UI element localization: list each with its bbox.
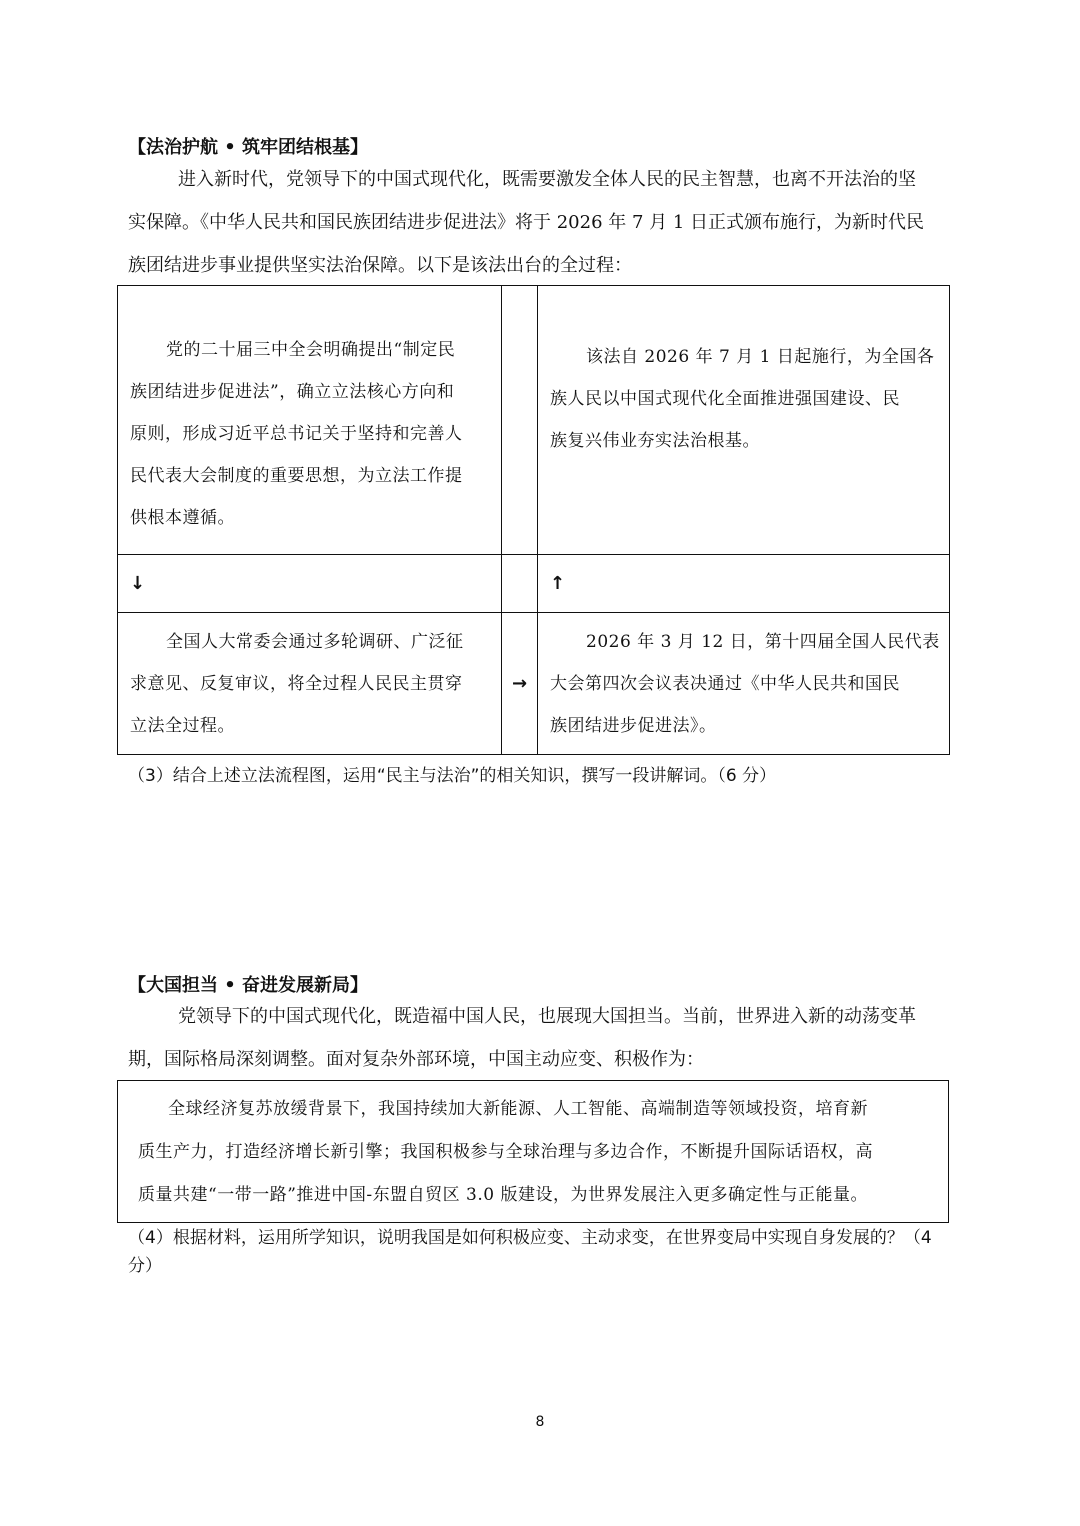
flow-spacer (502, 286, 538, 555)
page-number: 8 (535, 1414, 545, 1430)
arrow-up-icon: ↑ (538, 555, 950, 613)
flow-text-line: 原则，形成习近平总书记关于坚持和完善人 (130, 424, 463, 444)
flow-text-line: 求意见、反复审议，将全过程人民民主贯穿 (130, 673, 463, 694)
section1-heading: 【法治护航 • 筑牢团结根基】 (128, 137, 369, 158)
flow-text-line: 大会第四次会议表决通过《中华人民共和国民 (550, 673, 900, 694)
intro-line: 党领导下的中国式现代化，既造福中国人民，也展现大国担当。当前，世界进入新的动荡变革 (178, 1006, 916, 1027)
legislation-flow-chart (117, 285, 950, 755)
flow-text-line: 该法自 2026 年 7 月 1 日起施行，为全国各 (586, 347, 935, 367)
flow-text-line: 2026 年 3 月 12 日，第十四届全国人民代表 (586, 631, 940, 652)
flow-text-line: 全国人大常委会通过多轮调研、广泛征 (166, 631, 464, 652)
flow-step-adoption (538, 613, 950, 755)
flow-text-line: 民代表大会制度的重要思想，为立法工作提 (130, 466, 463, 486)
section2-heading: 【大国担当 • 奋进发展新局】 (128, 975, 369, 996)
intro-line: 实保障。《中华人民共和国民族团结进步促进法》将于 2026 年 7 月 1 日正式颁布施行，为新时代民 (128, 212, 925, 233)
section2-intro (128, 995, 950, 1081)
flow-text-line: 族团结进步促进法》。 (550, 715, 717, 736)
material-line: 质量共建“一带一路”推进中国-东盟自贸区 3.0 版建设，为世界发展注入更多确定性与正能量。 (138, 1185, 868, 1205)
flow-text-line: 党的二十届三中全会明确提出“制定民 (166, 340, 456, 360)
flow-text-line: 供根本遵循。 (130, 508, 235, 528)
flow-text-line: 族人民以中国式现代化全面推进强国建设、民 (550, 389, 900, 409)
intro-line: 进入新时代，党领导下的中国式现代化，既需要激发全体人民的民主智慧，也离不开法治的坚 (178, 169, 916, 190)
flow-spacer (502, 555, 538, 613)
arrow-down-icon: ↓ (118, 555, 502, 613)
flow-step-enforcement (538, 286, 950, 555)
arrow-right-icon: → (502, 613, 538, 755)
flow-text-line: 立法全过程。 (130, 715, 235, 736)
flow-step-review (118, 613, 502, 755)
flow-text-line: 族复兴伟业夯实法治根基。 (550, 431, 760, 451)
question-4: （4）根据材料，运用所学知识，说明我国是如何积极应变、主动求变，在世界变局中实现自身发展的？（4 分） (128, 1228, 932, 1276)
flow-step-proposal (118, 286, 502, 555)
intro-line: 期，国际格局深刻调整。面对复杂外部环境，中国主动应变、积极作为： (128, 1049, 704, 1070)
material-line: 全球经济复苏放缓背景下，我国持续加大新能源、人工智能、高端制造等领域投资，培育新 (168, 1099, 868, 1119)
section1-intro (128, 158, 950, 287)
question-3: （3）结合上述立法流程图，运用“民主与法治”的相关知识，撰写一段讲解词。（6 分） (128, 766, 777, 786)
material-line: 质生产力，打造经济增长新引擎；我国积极参与全球治理与多边合作，不断提升国际话语权，高 (138, 1142, 873, 1162)
material-box (117, 1080, 949, 1223)
flow-text-line: 族团结进步促进法”，确立立法核心方向和 (130, 382, 455, 402)
intro-line: 族团结进步事业提供坚实法治保障。以下是该法出台的全过程： (128, 255, 632, 276)
